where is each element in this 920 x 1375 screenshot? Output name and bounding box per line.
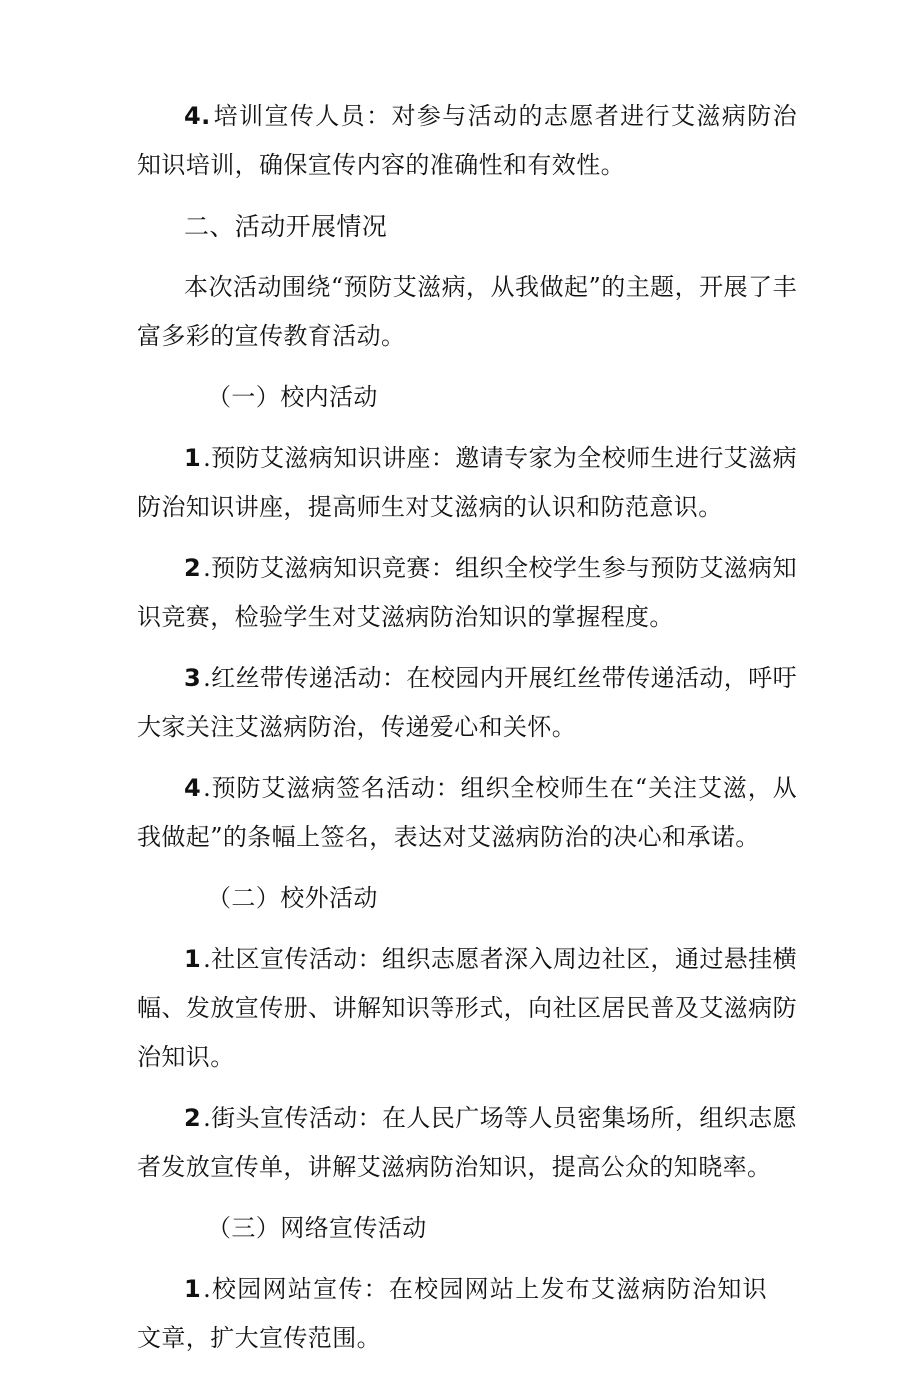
section-heading: 二、活动开展情况 [184, 212, 388, 241]
item-text: .红丝带传递活动：在校园内开展红丝带传递活动，呼吁大家关注艾滋病防治，传递爱心和关怀。 [137, 664, 797, 741]
subsection-title-online: （三）网络宣传活动 [207, 1214, 427, 1242]
item-number: 1 [184, 1275, 202, 1303]
subsection-title-campus: （一）校内活动 [207, 383, 378, 411]
subsection-title-offcampus: （二）校外活动 [207, 884, 378, 912]
training-item [137, 92, 797, 190]
item-number: 3 [184, 664, 202, 692]
item-text: .预防艾滋病知识讲座：邀请专家为全校师生进行艾滋病防治知识讲座，提高师生对艾滋病的认识和防范意识。 [137, 444, 797, 521]
list-item [137, 1094, 797, 1192]
item-number: 2 [184, 554, 202, 582]
list-item [137, 1265, 767, 1363]
list-item [137, 764, 797, 862]
item-number: 4. [184, 102, 211, 130]
item-text: .校园网站宣传：在校园网站上发布艾滋病防治知识文章，扩大宣传范围。 [137, 1275, 767, 1352]
item-number: 1 [184, 945, 202, 973]
item-text: .预防艾滋病知识竞赛：组织全校学生参与预防艾滋病知识竞赛，检验学生对艾滋病防治知识的掌握程度。 [137, 554, 797, 631]
list-item [137, 544, 797, 642]
item-text: .社区宣传活动：组织志愿者深入周边社区，通过悬挂横幅、发放宣传册、讲解知识等形式，向社区居民普及艾滋病防治知识。 [137, 945, 797, 1071]
item-number: 2 [184, 1104, 202, 1132]
item-number: 4 [184, 774, 202, 802]
list-item [137, 654, 797, 752]
document-body [137, 92, 797, 1375]
list-item [137, 434, 797, 532]
list-item [137, 935, 797, 1082]
section-intro: 本次活动围绕“预防艾滋病，从我做起”的主题，开展了丰富多彩的宣传教育活动。 [137, 273, 797, 350]
item-text: .街头宣传活动：在人民广场等人员密集场所，组织志愿者发放宣传单，讲解艾滋病防治知识，提高公众的知晓率。 [137, 1104, 797, 1181]
item-text: 培训宣传人员：对参与活动的志愿者进行艾滋病防治知识培训，确保宣传内容的准确性和有效性。 [137, 102, 797, 179]
item-number: 1 [184, 444, 202, 472]
item-text: .预防艾滋病签名活动：组织全校师生在“关注艾滋，从我做起”的条幅上签名，表达对艾滋病防治的决心和承诺。 [137, 774, 797, 851]
